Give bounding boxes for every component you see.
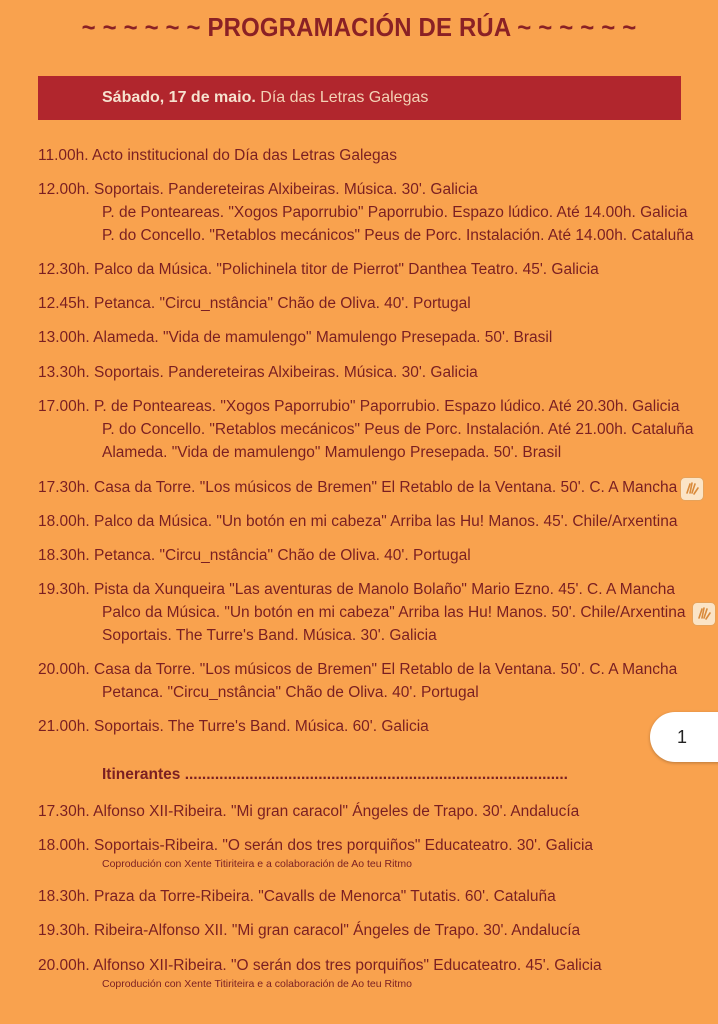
schedule-line: 21.00h. Soportais. The Turre's Band. Música. 60'. Galicia <box>38 718 429 735</box>
schedule-line: P. do Concello. "Retablos mecánicos" Peus de Porc. Instalación. Até 21.00h. Cataluña <box>102 421 694 438</box>
schedule-line: 13.00h. Alameda. "Vida de mamulengo" Mamulengo Presepada. 50'. Brasil <box>38 329 553 346</box>
banner-date: Sábado, 17 de maio. <box>102 89 256 106</box>
itinerant-line: 18.00h. Soportais-Ribeira. "O serán dos tres porquiños" Educateatro. 30'. Galicia <box>38 837 594 854</box>
page-title: ~ ~ ~ ~ ~ ~ PROGRAMACIÓN DE RÚA ~ ~ ~ ~ ~ ~ <box>81 12 637 42</box>
schedule-line: 12.30h. Palco da Música. "Polichinela titor de Pierrot" Danthea Teatro. 45'. Galicia <box>38 261 599 278</box>
banner-event: Día das Letras Galegas <box>255 89 429 106</box>
schedule-line: Petanca. "Circu_nstância" Chão de Oliva. 40'. Portugal <box>102 684 479 701</box>
schedule-line: 12.45h. Petanca. "Circu_nstância" Chão de Oliva. 40'. Portugal <box>38 295 471 312</box>
itinerant-line: 20.00h. Alfonso XII-Ribeira. "O serán dos tres porquiños" Educateatro. 45'. Galicia <box>38 957 602 974</box>
schedule-line: Palco da Música. "Un botón en mi cabeza" Arriba las Hu! Manos. 50'. Chile/Arxentina <box>102 604 686 621</box>
schedule-line: Soportais. The Turre's Band. Música. 30'. Galicia <box>102 627 437 644</box>
schedule-line: 20.00h. Casa da Torre. "Los músicos de Bremen" El Retablo de la Ventana. 50'. C. A Mancha <box>38 661 678 678</box>
schedule-line: 19.30h. Pista da Xunqueira "Las aventuras de Manolo Bolaño" Mario Ezno. 45'. C. A Mancha <box>38 581 675 598</box>
schedule-line: P. de Ponteareas. "Xogos Paporrubio" Paporrubio. Espazo lúdico. Até 14.00h. Galicia <box>102 204 688 221</box>
page-indicator[interactable]: 1 <box>650 712 718 762</box>
itinerant-line: 17.30h. Alfonso XII-Ribeira. "Mi gran caracol" Ángeles de Trapo. 30'. Andalucía <box>38 803 580 820</box>
schedule-line: 18.30h. Petanca. "Circu_nstância" Chão de Oliva. 40'. Portugal <box>38 547 471 564</box>
date-banner <box>38 76 681 120</box>
schedule-line: P. do Concello. "Retablos mecánicos" Peus de Porc. Instalación. Até 14.00h. Cataluña <box>102 227 694 244</box>
sign-language-icon <box>680 477 704 501</box>
schedule-line: 13.30h. Soportais. Pandereteiras Alxibeiras. Música. 30'. Galicia <box>38 364 478 381</box>
coproduction-note: Coprodución con Xente Titiriteira e a colaboración de Ao teu Ritmo <box>102 978 412 990</box>
itinerant-line: 19.30h. Ribeira-Alfonso XII. "Mi gran caracol" Ángeles de Trapo. 30'. Andalucía <box>38 922 581 939</box>
schedule-line: 17.30h. Casa da Torre. "Los músicos de Bremen" El Retablo de la Ventana. 50'. C. A Mancha <box>38 479 678 496</box>
itinerantes-heading: Itinerantes ......................................................................................... <box>102 766 568 783</box>
coproduction-note: Coprodución con Xente Titiriteira e a colaboración de Ao teu Ritmo <box>102 858 412 870</box>
itinerant-line: 18.30h. Praza da Torre-Ribeira. "Cavalls de Menorca" Tutatis. 60'. Cataluña <box>38 888 556 905</box>
schedule-line: 17.00h. P. de Ponteareas. "Xogos Paporrubio" Paporrubio. Espazo lúdico. Até 20.30h. Galicia <box>38 398 680 415</box>
schedule-line: 12.00h. Soportais. Pandereteiras Alxibeiras. Música. 30'. Galicia <box>38 181 478 198</box>
schedule-line: Alameda. "Vida de mamulengo" Mamulengo Presepada. 50'. Brasil <box>102 444 562 461</box>
schedule-line: 18.00h. Palco da Música. "Un botón en mi cabeza" Arriba las Hu! Manos. 45'. Chile/Arxentina <box>38 513 678 530</box>
schedule-line: 11.00h. Acto institucional do Día das Letras Galegas <box>38 147 398 164</box>
sign-language-icon <box>692 602 716 626</box>
